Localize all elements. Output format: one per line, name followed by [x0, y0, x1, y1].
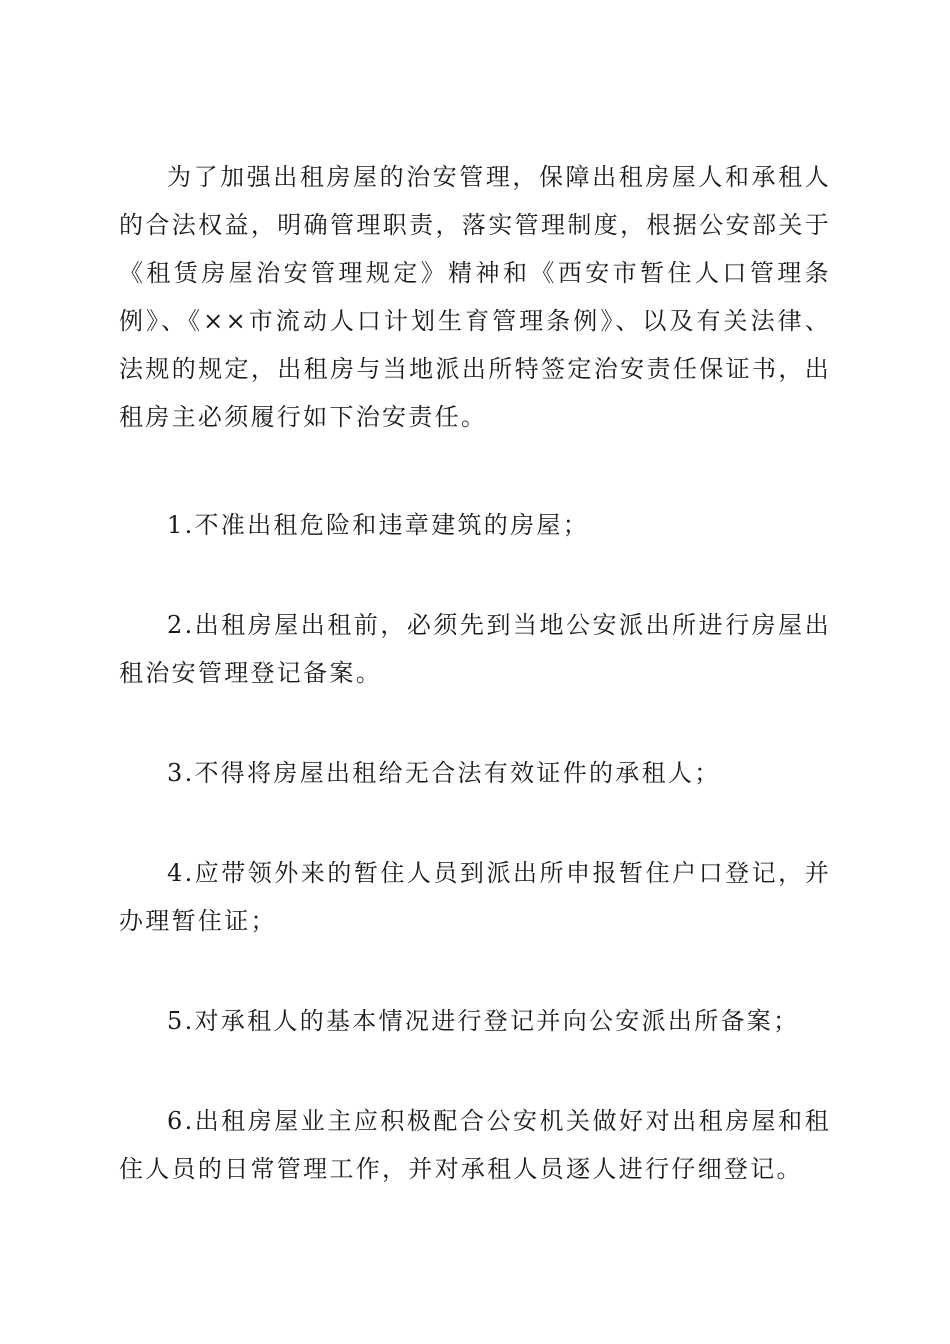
list-item-2: 2.出租房屋出租前，必须先到当地公安派出所进行房屋出租治安管理登记备案。	[119, 611, 831, 687]
document-body	[119, 153, 831, 1193]
list-item-3: 3.不得将房屋出租给无合法有效证件的承租人；	[167, 759, 721, 787]
list-item-4: 4.应带领外来的暂住人员到派出所申报暂住户口登记，并办理暂住证；	[119, 859, 831, 935]
list-item-6: 6.出租房屋业主应积极配合公安机关做好对出租房屋和租住人员的日常管理工作，并对承租人员逐人进行仔细登记。	[119, 1107, 831, 1183]
list-item-5: 5.对承租人的基本情况进行登记并向公安派出所备案；	[167, 1007, 800, 1035]
intro-paragraph: 为了加强出租房屋的治安管理，保障出租房屋人和承租人的合法权益，明确管理职责，落实管理制度，根据公安部关于《租赁房屋治安管理规定》精神和《西安市暂住人口管理条例》、《××市流动人口计划生育管理条例》、以及有关法律、法规的规定，出租房与当地派出所特签定治安责任保证书，出租房主必须履行如下治安责任。	[119, 163, 831, 431]
list-item-1: 1.不准出租危险和违章建筑的房屋；	[167, 511, 589, 539]
